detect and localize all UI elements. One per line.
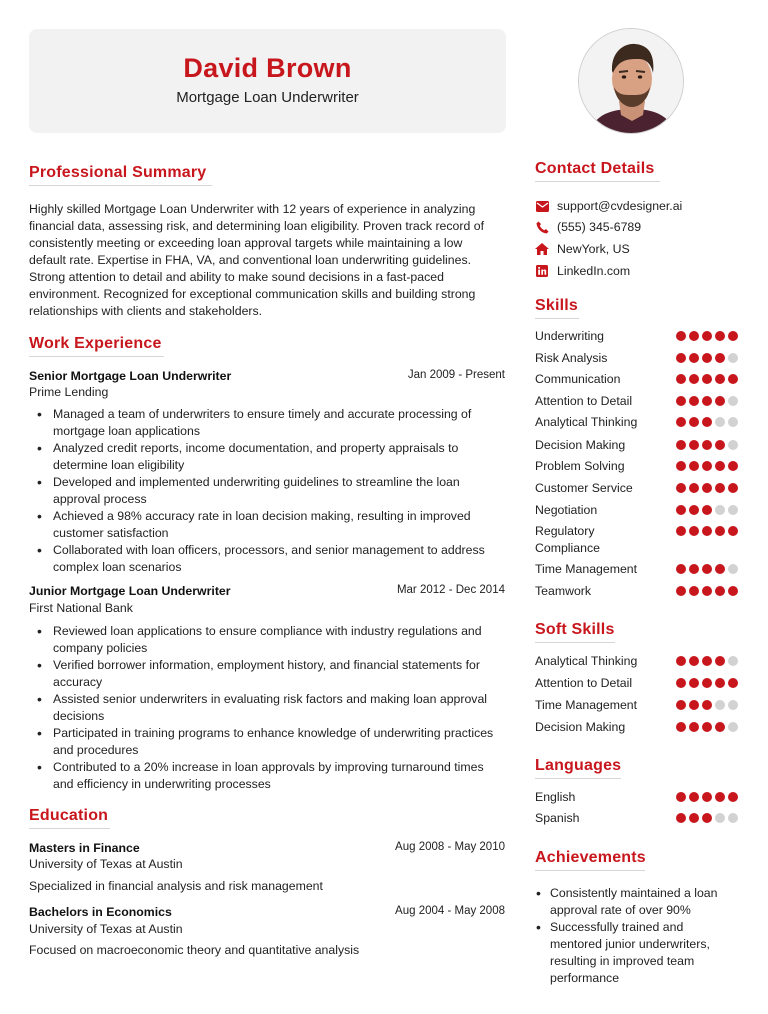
skill-row <box>535 350 740 367</box>
rating-dot-filled <box>689 564 699 574</box>
rating-dot-empty <box>728 722 738 732</box>
rating-dot-empty <box>728 813 738 823</box>
bullet-item: • Developed and implemented underwriting guidelines to streamline the loan approval process <box>29 474 499 508</box>
rating-dot-filled <box>715 722 725 732</box>
skill-label: Decision Making <box>535 438 626 452</box>
job-title: Senior Mortgage Loan Underwriter <box>29 369 232 383</box>
rating-dot-filled <box>715 483 725 493</box>
soft-skill-row <box>535 697 740 714</box>
rating-dot-empty <box>715 813 725 823</box>
rating-dot-filled <box>715 461 725 471</box>
language-label: Spanish <box>535 811 580 825</box>
bullet-item: • Verified borrower information, employment history, and financial statements for accuracy <box>29 657 499 691</box>
rating-dot-empty <box>728 417 738 427</box>
skill-row <box>535 414 740 431</box>
rating-dot-filled <box>702 483 712 493</box>
summary-text: Highly skilled Mortgage Loan Underwriter with 12 years of experience in analyzing financial data, assessing risk, and determining loan eligibility. Proven track record of consistently meeting or exceeding loan approval targets while maintaining a low default rate. Expertise in FHA, VA, and conventional loan underwriting guidelines. Strong attention to detail and ability to make sound decisions in a fast-paced environment. Recognized for exceptional communication skills and building strong relationships with clients and stakeholders. <box>29 202 484 318</box>
rating-dot-filled <box>715 678 725 688</box>
skill-rating <box>676 461 738 471</box>
skill-label: Underwriting <box>535 329 605 343</box>
degree-title: Masters in Finance <box>29 841 140 855</box>
bullet-item: • Achieved a 98% accuracy rate in loan decision making, resulting in improved customer satisfaction <box>29 508 499 542</box>
skill-rating <box>676 483 738 493</box>
contact-email[interactable] <box>535 198 682 214</box>
skill-row <box>535 583 740 600</box>
contact-linkedin-text: LinkedIn.com <box>557 264 631 278</box>
skill-label: Risk Analysis <box>535 351 608 365</box>
rating-dot-empty <box>728 564 738 574</box>
skill-rating <box>676 374 738 384</box>
rating-dot-filled <box>715 586 725 596</box>
language-row <box>535 810 740 827</box>
skill-label: Customer Service <box>535 481 633 495</box>
degree-dates: Aug 2008 - May 2010 <box>395 841 505 853</box>
achievement-item: • Successfully trained and mentored junior underwriters, resulting in improved team performance <box>535 919 735 987</box>
job-dates: Jan 2009 - Present <box>407 369 505 381</box>
rating-dot-empty <box>715 417 725 427</box>
achievements-heading: Achievements <box>535 849 645 871</box>
rating-dot-filled <box>702 374 712 384</box>
skill-label: Attention to Detail <box>535 394 633 408</box>
rating-dot-filled <box>676 564 686 574</box>
linkedin-icon <box>535 264 549 278</box>
soft-skill-row <box>535 719 740 736</box>
bullet-item: • Participated in training programs to enhance knowledge of underwriting practices and procedures <box>29 725 499 759</box>
skill-rating <box>676 700 738 710</box>
rating-dot-empty <box>728 700 738 710</box>
home-icon <box>535 242 549 256</box>
degree-title: Bachelors in Economics <box>29 905 172 919</box>
rating-dot-filled <box>689 417 699 427</box>
skill-label: Negotiation <box>535 503 598 517</box>
skill-row <box>535 502 740 519</box>
rating-dot-filled <box>715 440 725 450</box>
rating-dot-filled <box>702 813 712 823</box>
skill-label: Regulatory Compliance <box>535 524 600 555</box>
rating-dot-filled <box>715 792 725 802</box>
rating-dot-filled <box>702 461 712 471</box>
skill-label: Decision Making <box>535 720 626 734</box>
rating-dot-filled <box>702 678 712 688</box>
rating-dot-filled <box>676 396 686 406</box>
rating-dot-filled <box>689 586 699 596</box>
rating-dot-filled <box>728 586 738 596</box>
rating-dot-filled <box>689 505 699 515</box>
skill-label: Attention to Detail <box>535 676 633 690</box>
skill-row <box>535 480 740 497</box>
skill-row <box>535 458 740 475</box>
bullet-item: • Analyzed credit reports, income documentation, and property appraisals to determine loan eligibility <box>29 440 499 474</box>
rating-dot-empty <box>728 505 738 515</box>
rating-dot-filled <box>689 526 699 536</box>
contact-location <box>535 241 630 257</box>
skills-heading: Skills <box>535 297 579 319</box>
skill-rating <box>676 586 738 596</box>
rating-dot-filled <box>715 374 725 384</box>
job-title: Junior Mortgage Loan Underwriter <box>29 584 231 598</box>
soft-skills-heading: Soft Skills <box>535 621 615 643</box>
achievements-list <box>535 885 735 987</box>
rating-dot-empty <box>728 396 738 406</box>
skill-row <box>535 328 740 345</box>
rating-dot-filled <box>676 526 686 536</box>
rating-dot-filled <box>715 353 725 363</box>
skill-rating <box>676 440 738 450</box>
skill-rating <box>676 417 738 427</box>
rating-dot-filled <box>676 792 686 802</box>
achievement-item: • Consistently maintained a loan approval rate of over 90% <box>535 885 735 919</box>
rating-dot-filled <box>689 483 699 493</box>
rating-dot-filled <box>676 586 686 596</box>
contact-heading: Contact Details <box>535 160 660 182</box>
language-label: English <box>535 790 576 804</box>
rating-dot-filled <box>689 813 699 823</box>
skill-label: Communication <box>535 372 621 386</box>
rating-dot-empty <box>728 440 738 450</box>
bullet-item: • Collaborated with loan officers, processors, and senior management to address complex loan scenarios <box>29 542 499 576</box>
rating-dot-filled <box>715 656 725 666</box>
bullet-item: • Assisted senior underwriters in evaluating risk factors and making loan approval decisions <box>29 691 499 725</box>
bullet-item: • Managed a team of underwriters to ensure timely and accurate processing of mortgage loan applications <box>29 406 499 440</box>
contact-linkedin[interactable] <box>535 263 630 279</box>
rating-dot-filled <box>702 505 712 515</box>
company-name: Prime Lending <box>29 385 109 399</box>
degree-dates: Aug 2004 - May 2008 <box>395 905 505 917</box>
rating-dot-filled <box>676 813 686 823</box>
rating-dot-filled <box>702 396 712 406</box>
rating-dot-filled <box>702 353 712 363</box>
bullet-item: • Contributed to a 20% increase in loan approvals by improving turnaround times and efficiency in underwriting processes <box>29 759 499 793</box>
rating-dot-filled <box>702 417 712 427</box>
contact-phone-text: (555) 345-6789 <box>557 220 642 234</box>
skill-row <box>535 561 740 578</box>
skill-rating <box>676 526 738 536</box>
education-heading: Education <box>29 807 110 829</box>
skill-label: Time Management <box>535 698 638 712</box>
skill-label: Analytical Thinking <box>535 415 638 429</box>
contact-email-text: support@cvdesigner.ai <box>557 199 683 213</box>
rating-dot-filled <box>702 792 712 802</box>
school-name: University of Texas at Austin <box>29 922 183 936</box>
skill-label: Problem Solving <box>535 459 625 473</box>
rating-dot-filled <box>728 792 738 802</box>
language-row <box>535 789 740 806</box>
rating-dot-filled <box>689 792 699 802</box>
skill-label: Time Management <box>535 562 638 576</box>
rating-dot-filled <box>689 374 699 384</box>
rating-dot-filled <box>702 722 712 732</box>
skill-row <box>535 437 740 454</box>
rating-dot-filled <box>676 722 686 732</box>
avatar-portrait-icon <box>579 29 684 134</box>
rating-dot-filled <box>676 417 686 427</box>
rating-dot-filled <box>715 396 725 406</box>
rating-dot-filled <box>702 564 712 574</box>
degree-description: Focused on macroeconomic theory and quantitative analysis <box>29 943 360 957</box>
language-rating <box>676 792 738 802</box>
rating-dot-filled <box>689 700 699 710</box>
rating-dot-filled <box>676 700 686 710</box>
skill-rating <box>676 353 738 363</box>
skill-label: Analytical Thinking <box>535 654 638 668</box>
soft-skill-row <box>535 675 740 692</box>
rating-dot-filled <box>676 505 686 515</box>
soft-skill-row <box>535 653 740 670</box>
rating-dot-filled <box>676 678 686 688</box>
rating-dot-filled <box>689 353 699 363</box>
skill-row <box>535 371 740 388</box>
avatar <box>578 28 684 134</box>
skill-rating <box>676 564 738 574</box>
rating-dot-empty <box>715 700 725 710</box>
rating-dot-empty <box>715 505 725 515</box>
rating-dot-filled <box>728 374 738 384</box>
contact-location-text: NewYork, US <box>557 242 630 256</box>
rating-dot-filled <box>728 483 738 493</box>
job-bullets <box>29 623 499 793</box>
job-dates: Mar 2012 - Dec 2014 <box>396 584 505 596</box>
contact-phone[interactable] <box>535 219 641 235</box>
candidate-name: David Brown <box>183 53 352 83</box>
skill-rating <box>676 331 738 341</box>
rating-dot-filled <box>702 331 712 341</box>
rating-dot-filled <box>702 526 712 536</box>
company-name: First National Bank <box>29 601 133 615</box>
rating-dot-filled <box>702 656 712 666</box>
rating-dot-filled <box>689 440 699 450</box>
rating-dot-filled <box>689 722 699 732</box>
rating-dot-filled <box>676 440 686 450</box>
summary-heading: Professional Summary <box>29 164 212 186</box>
skill-label: Teamwork <box>535 584 592 598</box>
rating-dot-filled <box>689 461 699 471</box>
rating-dot-filled <box>676 483 686 493</box>
rating-dot-filled <box>715 564 725 574</box>
rating-dot-filled <box>676 461 686 471</box>
rating-dot-filled <box>702 440 712 450</box>
rating-dot-filled <box>728 678 738 688</box>
experience-heading: Work Experience <box>29 335 164 357</box>
rating-dot-empty <box>728 353 738 363</box>
skill-rating <box>676 722 738 732</box>
rating-dot-filled <box>676 374 686 384</box>
rating-dot-filled <box>702 586 712 596</box>
rating-dot-filled <box>689 656 699 666</box>
rating-dot-filled <box>676 353 686 363</box>
bullet-item: • Reviewed loan applications to ensure compliance with industry regulations and company policies <box>29 623 499 657</box>
skill-rating <box>676 396 738 406</box>
rating-dot-filled <box>728 526 738 536</box>
skill-rating <box>676 656 738 666</box>
skill-row <box>535 393 740 410</box>
rating-dot-filled <box>689 678 699 688</box>
skill-rating <box>676 505 738 515</box>
skill-row <box>535 523 740 557</box>
rating-dot-filled <box>676 656 686 666</box>
languages-heading: Languages <box>535 757 621 779</box>
degree-description: Specialized in financial analysis and risk management <box>29 879 323 893</box>
envelope-icon <box>535 199 549 213</box>
rating-dot-empty <box>728 656 738 666</box>
candidate-title: Mortgage Loan Underwriter <box>176 89 359 106</box>
rating-dot-filled <box>689 396 699 406</box>
skill-rating <box>676 678 738 688</box>
rating-dot-filled <box>715 331 725 341</box>
rating-dot-filled <box>728 331 738 341</box>
rating-dot-filled <box>702 700 712 710</box>
language-rating <box>676 813 738 823</box>
rating-dot-filled <box>728 461 738 471</box>
header-card <box>29 29 506 133</box>
job-bullets <box>29 406 499 576</box>
rating-dot-filled <box>676 331 686 341</box>
rating-dot-filled <box>689 331 699 341</box>
rating-dot-filled <box>715 526 725 536</box>
phone-icon <box>535 220 549 234</box>
school-name: University of Texas at Austin <box>29 857 183 871</box>
